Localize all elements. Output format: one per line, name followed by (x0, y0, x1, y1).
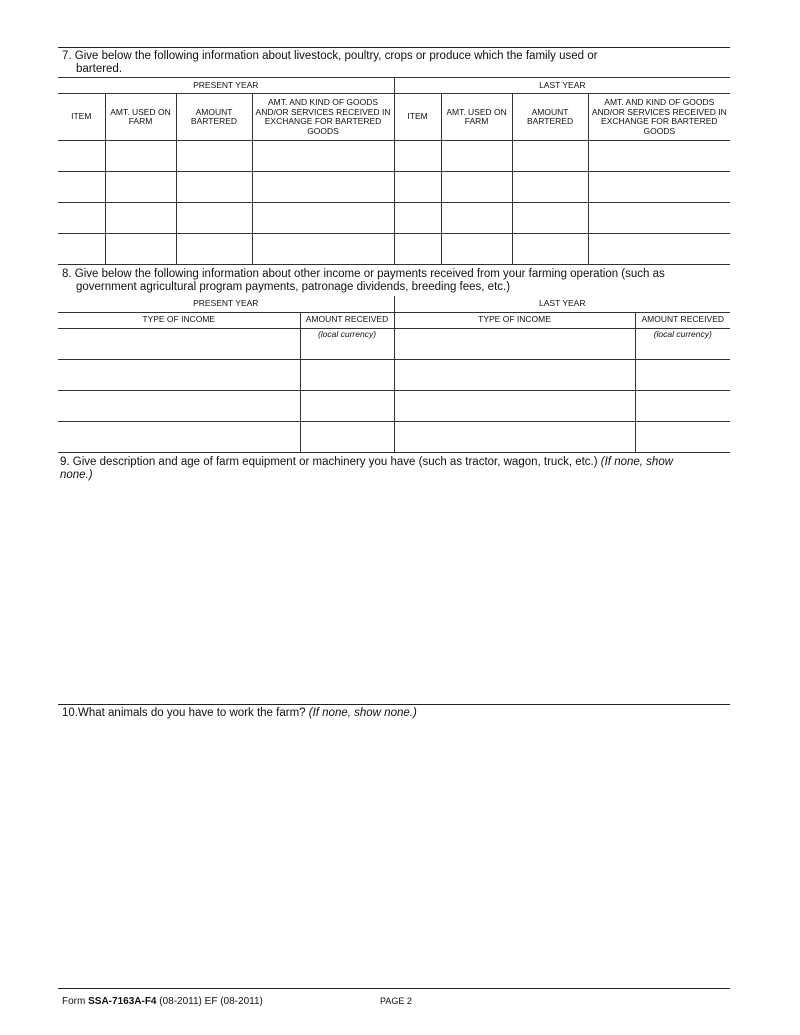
q8-row (58, 421, 730, 452)
q8-cell[interactable] (58, 390, 300, 421)
q7-cell[interactable] (441, 234, 512, 265)
q8-cell[interactable] (394, 328, 635, 359)
q7-col-amt-used-last: AMT. USED ON FARM (441, 94, 512, 141)
q7-cell[interactable] (252, 203, 394, 234)
q8-row (58, 390, 730, 421)
local-currency-note: (local currency) (317, 328, 377, 339)
q7-cell[interactable] (394, 203, 441, 234)
q8-row (58, 359, 730, 390)
q7-cell[interactable] (394, 234, 441, 265)
q10-rule (58, 704, 730, 705)
q8-cell[interactable] (58, 359, 300, 390)
q7-cell[interactable] (588, 234, 730, 265)
q8-cell[interactable] (58, 421, 300, 452)
q8-cell[interactable] (635, 328, 730, 359)
q7-cell[interactable] (58, 141, 105, 172)
question-7-line-1: 7. Give below the following information about livestock, poultry, crops or produce which the family used or (62, 50, 598, 62)
q7-cell[interactable] (441, 203, 512, 234)
question-10[interactable] (62, 707, 732, 720)
q7-row (58, 203, 730, 234)
q8-cell[interactable] (394, 390, 635, 421)
q7-cell[interactable] (176, 141, 252, 172)
q7-cell[interactable] (588, 141, 730, 172)
q8-cell[interactable] (300, 421, 394, 452)
q8-cell[interactable] (300, 328, 394, 359)
q7-col-amount-bartered: AMOUNT BARTERED (176, 94, 252, 141)
q8-col-amount-received: AMOUNT RECEIVED (300, 312, 394, 328)
question-7 (62, 50, 730, 76)
q8-row (58, 328, 730, 359)
q8-col-amount-received-last: AMOUNT RECEIVED (635, 312, 730, 328)
question-7-line-2: bartered. (76, 63, 123, 75)
q7-cell[interactable] (176, 234, 252, 265)
question-10-italic: (If none, show none.) (308, 707, 417, 719)
q7-cell[interactable] (105, 203, 176, 234)
question-9-italic-a: (If none, show (600, 456, 674, 468)
q7-row (58, 141, 730, 172)
footer-rule (58, 988, 730, 989)
q7-cell[interactable] (252, 234, 394, 265)
q8-cell[interactable] (58, 328, 300, 359)
local-currency-note: (local currency) (653, 328, 712, 339)
q8-col-type-of-income-last: TYPE OF INCOME (394, 312, 635, 328)
q8-col-type-of-income: TYPE OF INCOME (58, 312, 300, 328)
q7-cell[interactable] (105, 234, 176, 265)
q7-last-year-header: LAST YEAR (394, 78, 730, 94)
q7-cell[interactable] (512, 141, 588, 172)
q7-col-amt-used: AMT. USED ON FARM (105, 94, 176, 141)
q7-cell[interactable] (394, 172, 441, 203)
q7-cell[interactable] (588, 172, 730, 203)
q7-cell[interactable] (441, 172, 512, 203)
q8-cell[interactable] (300, 359, 394, 390)
q7-col-item: ITEM (58, 94, 105, 141)
q8-table (58, 296, 730, 453)
q7-cell[interactable] (176, 172, 252, 203)
q8-cell[interactable] (635, 359, 730, 390)
q8-cell[interactable] (394, 359, 635, 390)
question-8-line-1: 8. Give below the following information about other income or payments received from your farming operation (such as (62, 268, 665, 280)
q7-col-item-last: ITEM (394, 94, 441, 141)
q7-cell[interactable] (252, 172, 394, 203)
question-9[interactable] (60, 456, 730, 482)
top-rule (58, 47, 730, 48)
question-8 (62, 268, 732, 294)
q7-table (58, 77, 730, 265)
q8-cell[interactable] (635, 421, 730, 452)
q7-cell[interactable] (252, 141, 394, 172)
page-number: PAGE 2 (380, 996, 412, 1006)
q7-cell[interactable] (105, 141, 176, 172)
q7-cell[interactable] (58, 172, 105, 203)
q7-cell[interactable] (58, 234, 105, 265)
q7-cell[interactable] (105, 172, 176, 203)
q7-cell[interactable] (588, 203, 730, 234)
question-10-text: 10.What animals do you have to work the farm? (62, 707, 306, 719)
q7-row (58, 234, 730, 265)
q7-row (58, 172, 730, 203)
q7-cell[interactable] (441, 141, 512, 172)
q7-cell[interactable] (58, 203, 105, 234)
question-9-text: 9. Give description and age of farm equipment or machinery you have (such as tractor, wagon, truck, etc.) (60, 456, 598, 468)
form-number: SSA-7163A-F4 (88, 996, 157, 1007)
q7-cell[interactable] (512, 234, 588, 265)
q8-last-year-header: LAST YEAR (394, 296, 730, 312)
q7-cell[interactable] (512, 172, 588, 203)
form-prefix: Form (62, 996, 86, 1007)
q8-present-year-header: PRESENT YEAR (58, 296, 394, 312)
q7-cell[interactable] (512, 203, 588, 234)
form-id (62, 996, 263, 1007)
q8-cell[interactable] (394, 421, 635, 452)
question-8-line-2: government agricultural program payments, patronage dividends, breeding fees, etc.) (76, 281, 511, 293)
q8-cell[interactable] (300, 390, 394, 421)
q8-cell[interactable] (635, 390, 730, 421)
q7-cell[interactable] (394, 141, 441, 172)
q7-cell[interactable] (176, 203, 252, 234)
q7-present-year-header: PRESENT YEAR (58, 78, 394, 94)
q7-col-goods-received-last: AMT. AND KIND OF GOODS AND/OR SERVICES RECEIVED IN EXCHANGE FOR BARTERED GOODS (588, 94, 730, 141)
question-9-italic-b: none.) (60, 469, 93, 481)
q7-col-amount-bartered-last: AMOUNT BARTERED (512, 94, 588, 141)
q7-col-goods-received: AMT. AND KIND OF GOODS AND/OR SERVICES RECEIVED IN EXCHANGE FOR BARTERED GOODS (252, 94, 394, 141)
form-dates: (08-2011) EF (08-2011) (159, 996, 263, 1007)
